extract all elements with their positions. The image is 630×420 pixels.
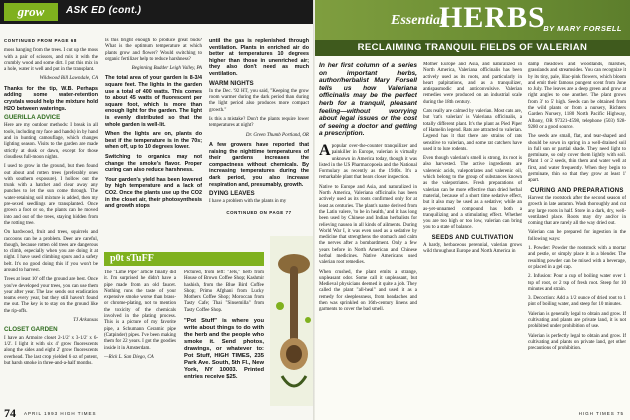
column-2 (105, 38, 202, 250)
section-header (0, 0, 315, 24)
answer: Switching to organics may not change the smoke's flavor. Proper curing can also reduce harshness. (105, 154, 202, 174)
paragraph: A hardy, herbaceous perennial, valerian grows wild throughout Europe and North America in (423, 243, 522, 255)
column-3 (209, 38, 309, 250)
article-column-3 (528, 62, 626, 406)
article-title: HERBS (439, 1, 546, 34)
paragraph: In the Dec. '92 HT, you said, "Keeping the grow room warmer during the dark period than during the light period also produces more compact growth." (209, 88, 309, 113)
answer: Your garden's yield has been lowered by high temperature and a lack of CO2. Once the plants use up the CO2 in the closet air, their photosynthesis and growth stops (105, 176, 202, 210)
page-footer (0, 406, 315, 420)
pot-stuff-column-2 (184, 270, 264, 402)
right-page-footer (315, 406, 630, 420)
paragraph: Valerian is perfectly legal to obtain and grow. If cultivating and plants on private land, get other precautions of prohibition. (528, 333, 626, 352)
paragraph: Here are my outdoor methods: I break in all tools, including my face and hands) in by hand and in hunting camouflage, which changes lighting season. Visits to the garden are made strictly at dusk or dawn, except for those cloudless full-moon nights. (4, 123, 98, 160)
paragraph: On hardwood, fruit and trees, squirrels and raccoons can be a problem. Deer are careful, though, because rotten old trees are dangerous to climb, especially when you are doing it at night. I have used climbing spurs and a safety belt. It's no good doing this if you won't be around to harvest. (4, 230, 98, 273)
paragraph: The "Lime Pipe" article finally did it. I'm surprised he didn't have a pipe made from an old faucet. Nothing runs the taste of your expensive smoke worse than brass- or chrome-plating, not to mention the toxicity of the chemicals involved in the plating process. This is a picture of my favorite pipe, a Schumann Ceramic pipe (Catpinder) pipes. I've been making them for 22 years. I got the goodies inside it in Amsterdam. (104, 270, 176, 351)
author-byline: BY MARY FORSELL (543, 24, 622, 33)
section-heading: SEEDS AND CULTIVATION (431, 234, 514, 241)
article-column-1 (319, 62, 417, 406)
paragraph: I have a problem with the plants in my (209, 199, 287, 205)
paragraph: 1. Powder: Powder the rootstock with a mortar and pestle, or simply place it in a blender. The resulting powder can be mixed with a beverage, or placed in a gel cap. (528, 246, 626, 270)
paragraph: Mother Europe and Asia, and naturalized in North America, Valeriana officinalis has been actively used as its roots, and particularly in heart palpitations, and as a tranquilizer, antispasmodic and anticonvulsive. Valerian remedies were produced on an industrial scale during the 18th century. (423, 62, 522, 105)
section-heading: CURING AND PREPARATIONS (530, 187, 624, 194)
paragraph: Trees at least 10' off the ground are best. Once you've developed your trees, you can use them year after year. The law sends out eradication teams every year, but they still haven't found me out. The key is to stay on the ground like the rip-offs. (4, 277, 98, 314)
article-column-2 (423, 62, 522, 406)
paragraph: damp meadows and woodlands, marshes, grasslands and streamsides. You can recognize it by its tiny, pale, lilac-pink flowers, which bloom and emit their famous pungent scent from June to July. The leaves are a deep green and grow at right angles to one another. The plant grows from 3' to 5' high. Seeds can be obtained from the wild plants or from a nursery, Richters Garden Nursery, 1180 North Pacific Highway, Albany, OR 97321-4598, telephone (503) 928-9280 or a good source. (528, 62, 626, 130)
paragraph: Even though valerian's smell is strong, its root is also harvested. The active ingredients are valerenic acids, valepotriates and valerenic oil, which belong to the group of substances known as the valepotriates. Fresh preparations of valerian can be more effective than dried herbal material, because of a short time sedative effect, but it also may be used as a sedative; while an as-yet-unnamed compound has both a tranquilizing and a stimulating effect. Whether you are too high or too low, valerian can bring you to a state of balance. (423, 156, 522, 231)
article-intro: In her first column of a series on important herbs, author/herbalist Mary Forsell tells us how Valeriana officinalis may be the perfect herb for a tranquil, pleasant feeling—without worrying about legal issues or the cost of seeing a doctor and getting a prescription. (319, 62, 417, 138)
paragraph: Cats really are calmed by valerian. Most cats are, but 'cat's valerian' is Valeriana officinalis, a totally different plant. It's the plant as Pied Piper of Hamelin legend. Rats are attracted to valerian. Legend has it that there are strains of rats sensitive to valerian, and some rat catchers have used it to lure rodents. (423, 109, 522, 152)
paragraph: Is this a mistake? Don't the plants require lower temperatures at night? (209, 117, 309, 129)
continued-on: CONTINUED ON PAGE 77 (226, 209, 292, 215)
drop-cap: A (319, 141, 331, 159)
paragraph: Valerian is generally legal to obtain and grow. If cultivating and plants are private land, it is not prohibited under prohibition of use. (528, 311, 626, 330)
paragraph: I have an Armoire closet 2-1/2' x 3-1/2' x 6-1/2'. I light it with six 4' grow fluorescents along the sides and eight 2' grow fluorescents overhead. The last crop yielded 6 oz of potent, but harsh smoke in three-and-a-half months. (4, 335, 98, 366)
signature: Dr. Green Thumb Portland, OR (245, 132, 309, 138)
signature: TJ Arkansas (73, 318, 98, 324)
grow-logo: grow (4, 3, 58, 21)
paragraph: Is this bright enough to produce great buds? What is the optimum temperature at which plants grow and flower? Would switching to organic fertilizer help to reduce harshness? (105, 38, 202, 62)
paragraph-text: popular over-the-counter tranquilizer and painkiller in Europe, valerian is virtually unknown in America today, though it was listed in the US Pharmacopoeia and the National Formulary as recently as the 1940s. It's a remarkable plant that bears closer inspection. (319, 143, 417, 181)
title-prefix: Essential (391, 13, 444, 28)
header-title: ASK ED (cont.) (66, 5, 142, 16)
section-heading: WARM NIGHTS (209, 79, 254, 87)
answer: until the gas is replenished through ventilation. Plants in enriched air do better at temperatures 10 degrees higher than those in unenriched air; they also don't need as much ventilation. (209, 38, 309, 77)
footer-text: HIGH TIMES 75 (578, 411, 624, 416)
paragraph: moss hanging from the trees. I cut up the moss with a pair of scissors, and mix it with the crumbly wood and some dirt. I put this mix in a hole, water it well and put in the transplant. (4, 48, 98, 73)
signature: Wildwood Bill Lawndale, CA (39, 76, 98, 82)
paragraph: When crushed, the plant emits a strange, unpleasant odor. Some call it unpleasant, but Medieval physicians deemed it quite a job. They called the plant "all-heal" and used it as a remedy for sleeplessness, from headaches and then was sprinkled on 16th-century linens and garments to cover the bad smell. (319, 269, 417, 313)
footer-text: APRIL 1993 HIGH TIMES (24, 411, 97, 416)
section-heading: CLOSET GARDEN (4, 326, 58, 334)
continued-from: CONTINUED FROM PAGE 68 (4, 38, 77, 43)
paragraph: Valerian can be prepared for ingestion in the following ways: (528, 230, 626, 242)
answer: A few growers have reported that raising the nighttime temperatures of their gardens increases the compactness without chemicals. By increasing temperatures during the dark period, you also increase respiration and, presumably, growth. (209, 141, 309, 188)
article-subtitle: RECLAIMING TRANQUIL FIELDS OF VALERIAN (315, 40, 630, 56)
column-1 (4, 38, 98, 400)
answer: The total area of your garden is 8-3/4 square feet. The lights in the garden use a total of 400 watts. This comes to about 45 watts of fluorescent per square foot, which is more than enough light for the garden. The light is evenly distributed so that the whole garden is well-lit. (105, 75, 202, 128)
signature: Beginning Budder Leigh Valley, PA (131, 66, 202, 72)
right-page (315, 0, 630, 420)
submission-info: "Pot Stuff" is where you write about things to do with the herb and the people who smoke it. Send photos, drawings, or whatever to: Pot Stuff, HIGH TIMES, 235 Park Ave. South, 5th Fl., New York, NY 10003. Printed entries receive $25. (184, 318, 264, 381)
answer: When the lights are on, plants do best if the temperature is in the 70s; when off, up to 10 degrees lower. (105, 131, 202, 151)
paragraph (319, 141, 417, 182)
paragraph: 2. Infusion: Pour a cup of boiling water over 1 tsp of root, or 2 tsp of fresh root. Steep for 10 minutes and strain. (528, 274, 626, 292)
answer: Thanks for the tip, W.B. Perhaps adding some water-retention crystals would help the mixture hold H2O between waterings. (4, 85, 98, 112)
paragraph: 3. Decoction: Add a 1/2 ounce of dried root to 1 pint of boiling water, and steep for 10 minutes. (528, 296, 626, 308)
pot-stuff-column-1 (104, 270, 176, 402)
pot-stuff-title: p0t sTuFF (104, 252, 264, 266)
section-heading: DYING LEAVES (209, 190, 255, 198)
paragraph: I used to grow in the ground, but then found out about and rotten trees (preferably ones with southern exposure). I hollow out the trunk with a hatchet and clear away any punches to let the sun come through. The water-retaining soil mixture is added, then my pre-sexed seedlings are transplanted. Once grown a foot or so, the plants can be moved into and out of the trees, staying hidden from the rotting tree. (4, 164, 98, 226)
paragraph: Pictured, from left: "Jets," herb from House of Brown Coffee Shop; Kashmir hashish, from the Blue Bird Coffee Shop; Primo Afghani from Lucky Mothers Coffee Shop; Moroccan from Tasty Cafe; Thai "Sinsemilla" from Tasty Coffee Shop. (184, 270, 264, 313)
paragraph: Harvest the rootstock after the second season of growth in late autumn. Wash thoroughly and cut any large roots in half. Store in a dark, dry, well-ventilated place. Roots may dry and/or in coming that are rarely all the way dried out. (528, 195, 626, 227)
section-heading: GUERILLA ADVICE (4, 114, 61, 122)
page-number: 74 (4, 406, 16, 420)
paragraph: The seeds are small, flat, and tear-shaped and should be sown in spring in a well-drained soil in full sun or partial shade. They need light to germinate, so only cover them lightly with soil. Plant 1 or 2 seeds, thin them and water well at first, and water frequently. When they begin to germinate, thin so that they grow at least 1' apart. (528, 134, 626, 184)
article-banner (315, 0, 630, 56)
signature: —Rick L. San Diego, CA (104, 354, 154, 360)
paragraph: Native to Europe and Asia, and naturalized in North America, Valeriana officinalis has been actively used as its roots confirmed only for at least as centuries. The plant's name derived from the Latin valere, 'to be in health,' and it has long been used by Chinese and Indian herbalists for relieving nausea in all kinds of ailments. During World War I, it was even used as a sedative by medicine that strengthens the stomach and calm the nerves after a bombardment. Only a few years before in North American and Chinese herbal medicines. Native Americans used valerian root remedies. (319, 184, 417, 266)
pot-stuff-box (104, 252, 264, 402)
pipe-illustration (270, 236, 315, 406)
